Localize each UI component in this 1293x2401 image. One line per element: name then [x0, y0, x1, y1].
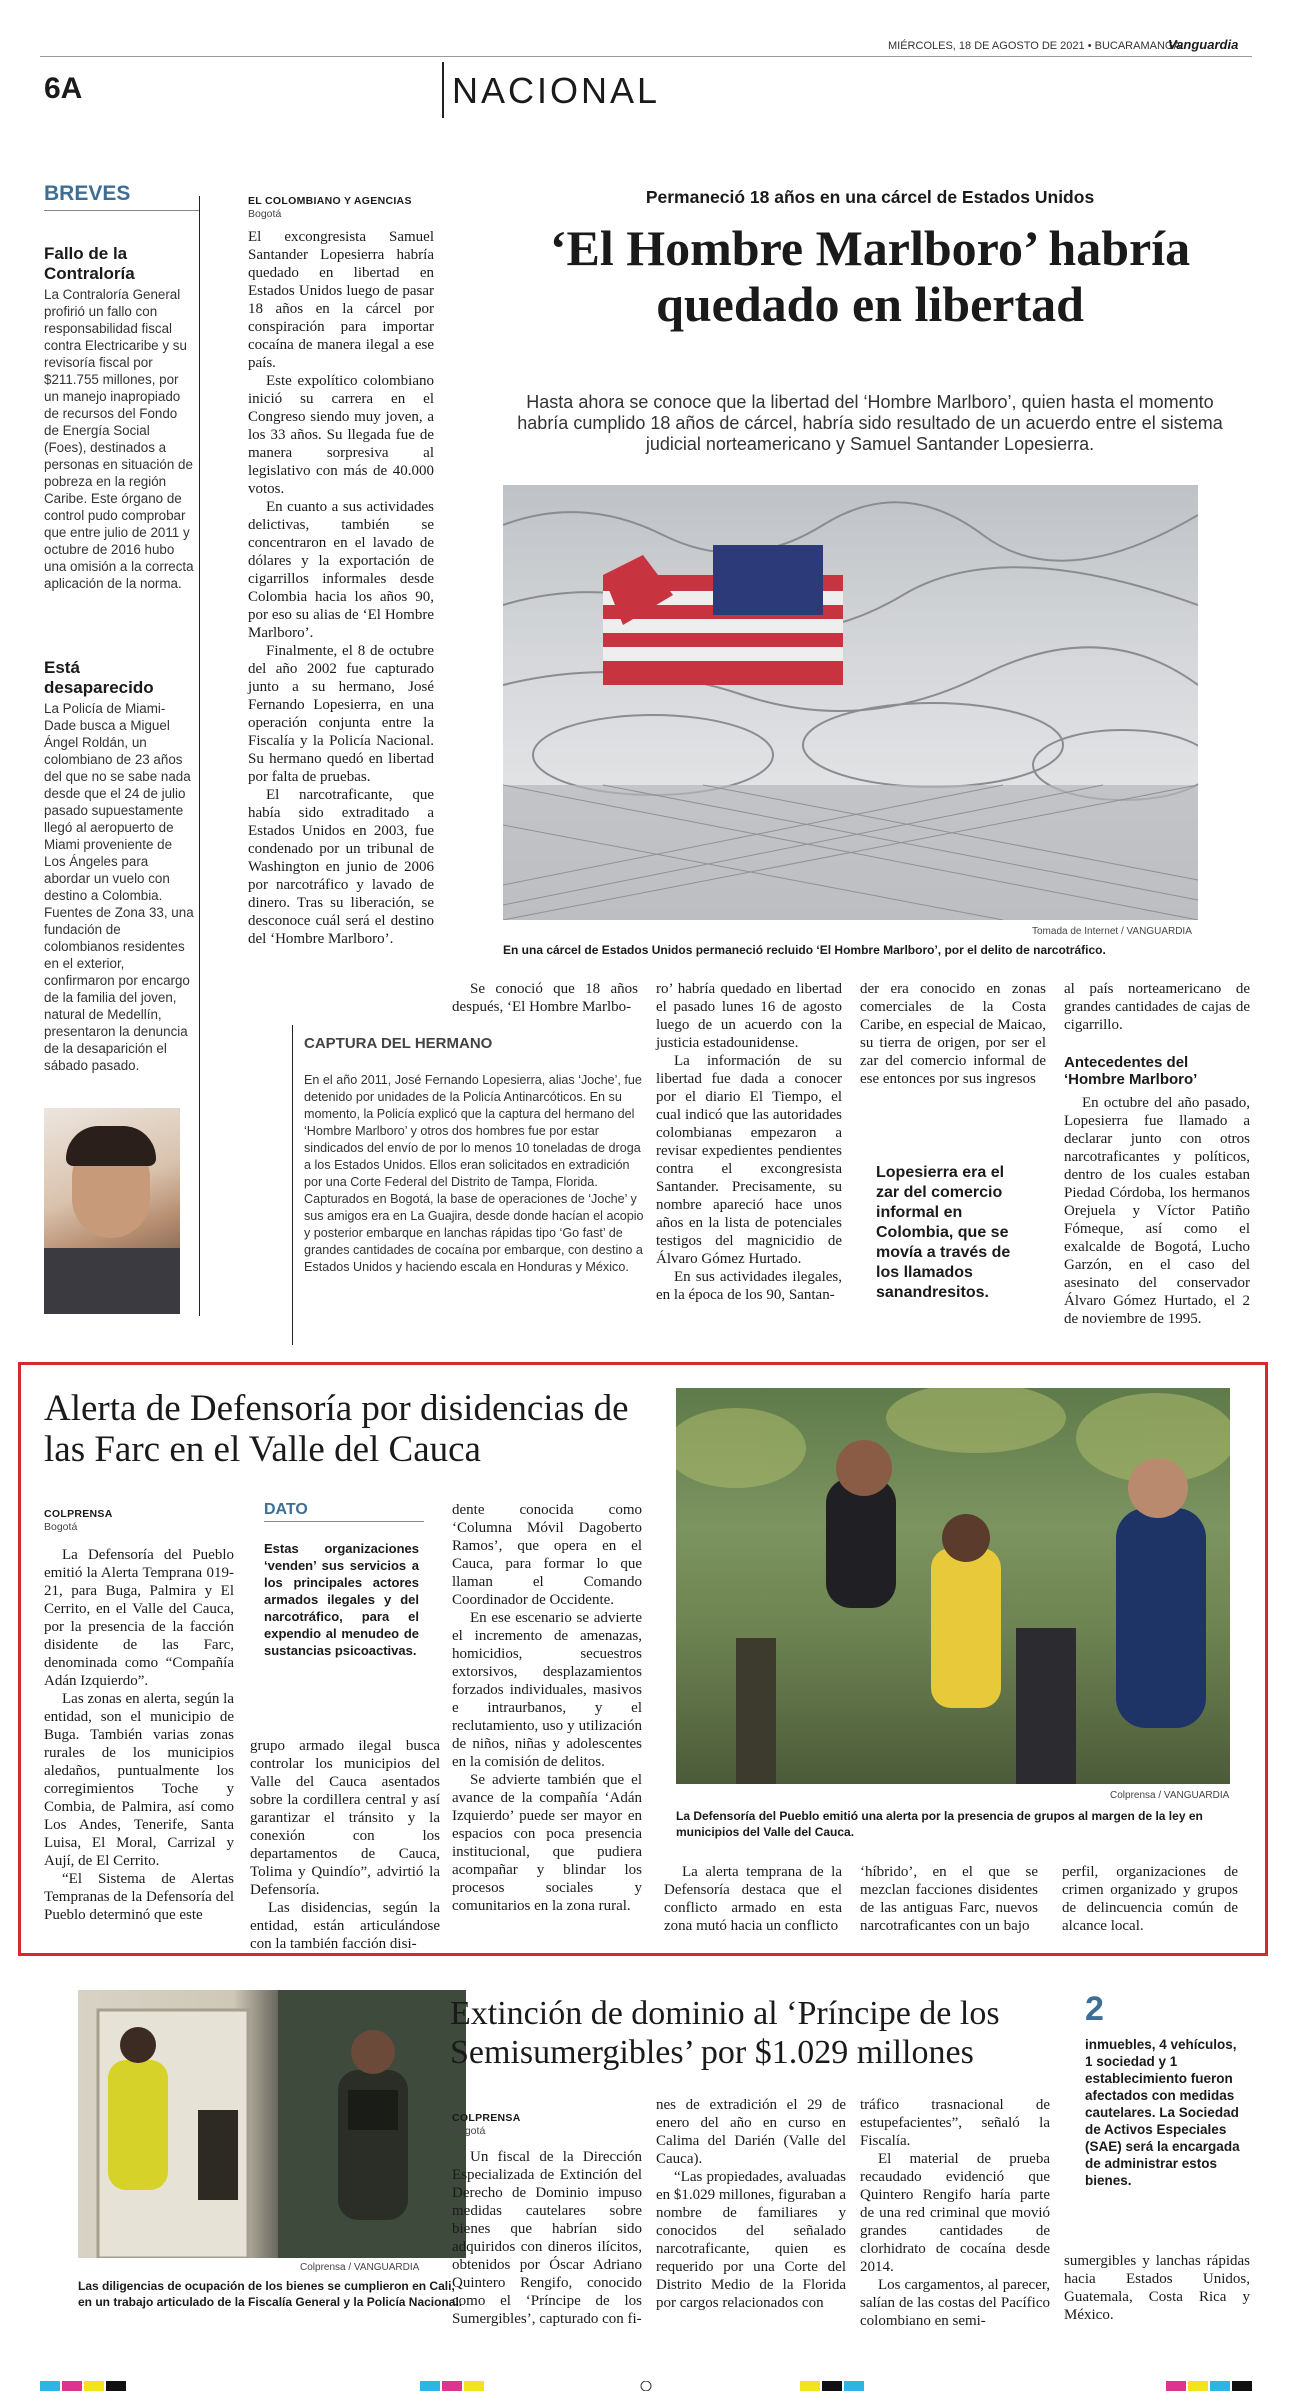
extincion-city: Bogotá	[452, 2125, 486, 2137]
marlboro-photo-caption: En una cárcel de Estados Unidos permaneció recluido ‘El Hombre Marlboro’, por el delito de narcotráfico.	[503, 943, 1106, 957]
extincion-col-4: sumergibles y lanchas rápidas hacia Estados Unidos, Guatemala, Costa Rica y México.	[1064, 2253, 1250, 2323]
marlboro-source: EL COLOMBIANO Y AGENCIAS	[248, 195, 412, 207]
registration-bar	[40, 2378, 1252, 2388]
extincion-source: COLPRENSA	[452, 2112, 521, 2124]
farc-col-6: perfil, organizaciones de crimen organizado y grupos de delincuencia común de alcance local.	[1062, 1864, 1238, 1934]
antecedentes-title: Antecedentes del ‘Hombre Marlboro’	[1064, 1054, 1198, 1088]
breves-label: BREVES	[44, 182, 131, 205]
marlboro-photo	[503, 485, 1198, 920]
farc-photo	[676, 1388, 1230, 1784]
missing-person-photo	[44, 1108, 180, 1314]
farc-col-5: ‘híbrido’, en el que se mezclan facciones disidentes de las antiguas Farc, nuevos narcotraficantes con un bajo	[860, 1864, 1038, 1934]
farc-photo-caption: La Defensoría del Pueblo emitió una alerta por la presencia de grupos al margen de la ley en municipios del Valle del Cauca.	[676, 1809, 1203, 1839]
dato-underline	[264, 1521, 424, 1522]
marlboro-col-3: ro’ habría quedado en libertad el pasado lunes 16 de agosto luego de un acuerdo con la justicia estadounidense. La información de su libertad fue dada a conocer por el diario El Tiempo, el cual indicó que las autoridades colombianas empezaron a revisar expedientes pendientes contra el excongresista Santander. Precisamente, su nombre apareció hace unos años en la lista de potenciales testigos del magnicidio de Álvaro Gómez Hurtado. En sus actividades ilegales, en la época de los 90, Santan-	[656, 981, 842, 1303]
farc-source: COLPRENSA	[44, 1508, 113, 1520]
marlboro-col-5: En octubre del año pasado, Lopesierra fue llamado a declarar junto con otros narcotraficantes y políticos, dentro de los cuales estaban Piedad Córdoba, los hermanos Orejuela y Víctor Patiño Fómeque, así como el exalcalde de Bogotá, Lucho Garzón, en el caso del asesinato del conservador Álvaro Gómez Hurtado, el 2 de noviembre de 1995.	[1064, 1095, 1250, 1327]
marlboro-city: Bogotá	[248, 208, 282, 220]
breves-underline	[44, 210, 199, 211]
extincion-photo-credit: Colprensa / VANGUARDIA	[300, 2262, 420, 2273]
breve-2-title: Está desaparecido	[44, 658, 154, 697]
extincion-photo	[78, 1990, 466, 2258]
breve-1-text: La Contraloría General profirió un fallo con responsabilidad fiscal contra Electricaribe y su revisoría fiscal por $211.755 millones, por un manejo inapropiado de recursos del Fondo de Energía Social (Foes), destinados a personas en situación de pobreza en la región Caribe. Este órgano de control pudo comprobar que entre julio de 2011 y octubre de 2016 hubo una omisión a la correcta aplicación de la norma.	[44, 287, 194, 591]
farc-city: Bogotá	[44, 1521, 78, 1533]
marlboro-col-4: der era conocido en zonas comerciales de la Costa Caribe, en especial de Maicao, su tierra de origen, por ser el zar del comercio informal de ese entonces por sus ingresos	[860, 981, 1046, 1087]
date-line: MIÉRCOLES, 18 DE AGOSTO DE 2021 • BUCARAMANGA	[888, 40, 1181, 52]
police-door-illustration	[78, 1990, 466, 2258]
section-divider	[442, 62, 444, 118]
dato-text: Estas organizaciones ‘venden’ sus servicios a los principales actores armados ilegales y del narcotráfico, para el expendio al menudeo de sustancias psicoactivas.	[264, 1541, 419, 1658]
farc-col-1: La Defensoría del Pueblo emitió la Alerta Temprana 019-21, para Buga, Palmira y El Cerrito, en el Valle del Cauca, por la presencia de la facción disidente de las Farc, denominada como “Compañía Adán Izquierdo”. Las zonas en alerta, según la entidad, son el municipio de Buga. También varias zonas rurales de los municipios aledaños, puntualmente los corregimientos Toche y Combia, de Palmira, así como Los Andes, Tenerife, Santa Luisa, El Moral, Carrizal y Aují, de El Cerrito. “El Sistema de Alertas Tempranas de la Defensoría del Pueblo determinó que este	[44, 1547, 234, 1923]
page-number: 6A	[44, 72, 83, 105]
flag-fence-illustration	[503, 485, 1198, 920]
captura-bracket	[292, 1025, 293, 1345]
marlboro-col-1: El excongresista Samuel Santander Lopesierra habría quedado en libertad en Estados Unidos luego de pasar 18 años en la cárcel por conspiración para importar cocaína de manera ilegal a ese país. Este expolítico colombiano inició su carrera en el Congreso siendo muy joven, a los 33 años. Su llegada fue de manera sorpresiva al legislativo con más de 40.000 votos. En cuanto a sus actividades delictivas, también se concentraron en el lavado de dólares y la exportación de cigarrillos informales desde Colombia hacia los años 90, por eso su alias de ‘El Hombre Marlboro’. Finalmente, el 8 de octubre del año 2002 fue capturado junto a su hermano, José Fernando Lopesierra, en una operación conjunta entre la Fiscalía y la Policía Nacional. Su hermano quedó en libertad por falta de pruebas. El narcotraficante, que había sido extraditado a Estados Unidos en 2003, fue condenado por un tribunal de Washington en junio de 2006 por narcotráfico y lavado de dinero. Tras su liberación, se desconoce cuál será el destino del ‘Hombre Marlboro’.	[248, 229, 434, 947]
captura-title: CAPTURA DEL HERMANO	[304, 1035, 493, 1052]
farc-headline: Alerta de Defensoría por disidencias de las Farc en el Valle del Cauca	[44, 1388, 629, 1470]
section-name: NACIONAL	[452, 70, 661, 111]
farc-photo-credit: Colprensa / VANGUARDIA	[1110, 1790, 1230, 1801]
marlboro-col-2-top: Se conoció que 18 años después, ‘El Hombre Marlbo-	[452, 981, 638, 1015]
marlboro-pull-quote: Lopesierra era el zar del comercio informal en Colombia, que se movía a través de los llamados sanandresitos.	[876, 1164, 1011, 1301]
captura-text: En el año 2011, José Fernando Lopesierra, alias ‘Joche’, fue detenido por unidades de la Policía Antinarcóticos. En su momento, la Policía explicó que la captura del hermano del ‘Hombre Marlboro’ y otros dos hombres fue por estar sindicados del envío de por lo menos 10 toneladas de droga a los Estados Unidos. Ellos eran solicitados en extradición por una Corte Federal del Distrito de Tampa, Florida. Capturados en Bogotá, la base de operaciones de ‘Joche’ y sus amigos era en La Guajira, desde donde hacían el acopio y posterior embarque en lanchas rápidas tipo ‘Go fast’ de grandes cantidades de cocaína por embarque, con destino a Estados Unidos y haciendo escala en Honduras y México.	[304, 1073, 644, 1274]
extincion-col-2: nes de extradición el 29 de enero del año en curso en Calima del Darién (Valle del Cauca). “Las propiedades, avaluadas en $1.029 millones, figuraban a nombre de familiares y conocidos del señalado narcotraficante, quien es requerido por una Corte del Distrito Medio de la Florida por cargos relacionados con	[656, 2097, 846, 2311]
breves-bracket	[199, 196, 200, 1316]
header-rule	[40, 56, 1252, 57]
farc-col-2: grupo armado ilegal busca controlar los municipios del Valle del Cauca asentados sobre la cordillera central y así garantizar el tránsito y la conexión con los departamentos de Cauca, Tolima y Quindío”, advirtió la Defensoría. Las disidencias, según la entidad, están articulándose con la también facción disi-	[250, 1738, 440, 1952]
extincion-photo-caption: Las diligencias de ocupación de los bienes se cumplieron en Cali, en un trabajo articulado de la Fiscalía General y la Policía Nacional.	[78, 2279, 463, 2309]
farc-col-4: La alerta temprana de la Defensoría destaca que el conflicto armado en esta zona mutó hacia un conflicto	[664, 1864, 842, 1934]
marlboro-headline: ‘El Hombre Marlboro’ habría quedado en libertad	[549, 220, 1191, 332]
breve-1-title: Fallo de la Contraloría	[44, 244, 135, 283]
dato-label: DATO	[264, 1501, 308, 1518]
marlboro-col-5-top: al país norteamericano de grandes cantidades de cajas de cigarrillo.	[1064, 981, 1250, 1033]
marlboro-deck: Hasta ahora se conoce que la libertad del ‘Hombre Marlboro’, quien hasta el momento habría cumplido 18 años de cárcel, habría sido resultado de un acuerdo entre el sistema judicial norteamericano y Samuel Santander Lopesierra.	[517, 392, 1223, 454]
extincion-col-1: Un fiscal de la Dirección Especializada de Extinción del Derecho de Dominio impuso medidas cautelares sobre bienes que habrían sido adquiridos con dineros ilícitos, obtenidos por Óscar Adriano Quintero Rengifo, conocido como el ‘Príncipe de los Sumergibles’, capturado con fi-	[452, 2149, 642, 2327]
marlboro-photo-credit: Tomada de Internet / VANGUARDIA	[1032, 926, 1192, 937]
breve-2-text: La Policía de Miami-Dade busca a Miguel Ángel Roldán, un colombiano de 23 años del que no se sabe nada desde que el 24 de julio pasado supuestamente llegó al aeropuerto de Miami proveniente de Los Ángeles para abordar un vuelo con destino a Colombia. Fuentes de Zona 33, una fundación de colombianos residentes en el exterior, confirmaron por encargo de la familia del joven, natural de Medellín, presentaron la denuncia de la desaparición el sábado pasado.	[44, 701, 194, 1073]
fact-text: inmuebles, 4 vehículos, 1 sociedad y 1 establecimiento fueron afectados con medidas cautelares. La Sociedad de Activos Especiales (SAE) será la encargada de administrar estos bienes.	[1085, 2037, 1240, 2188]
brand-logo: Vanguardia	[1168, 37, 1239, 52]
extincion-headline: Extinción de dominio al ‘Príncipe de los Semisumergibles’ por $1.029 millones	[450, 1995, 1000, 2071]
fact-number: 2	[1085, 1990, 1104, 2028]
farc-col-3: dente conocida como ‘Columna Móvil Dagoberto Ramos’, que opera en el Cauca, para formar lo que llaman el Comando Coordinador de Occidente. En ese escenario se advierte el incremento de amenazas, homicidios, secuestros extorsivos, desplazamientos forzados individuales, masivos e intraurbanos, y el reclutamiento, uso y utilización de niños, niñas y adolescentes en la comisión de delitos. Se advierte también que el avance de la compañía ‘Adán Izquierdo’ puede ser mayor en espacios con poca presencia institucional, que pudiera acompañar y blindar los procesos sociales y comunitarios en la zona rural.	[452, 1502, 642, 1914]
people-field-illustration	[676, 1388, 1230, 1784]
extincion-col-3: tráfico trasnacional de estupefacientes”, señaló la Fiscalía. El material de prueba recaudado evidenció que Quintero Rengifo haría parte de una red criminal que movió grandes cantidades de clorhidrato de cocaína desde 2014. Los cargamentos, al parecer, salían de las costas del Pacífico colombiano en semi-	[860, 2097, 1050, 2329]
marlboro-kicker: Permaneció 18 años en una cárcel de Estados Unidos	[645, 187, 1095, 207]
